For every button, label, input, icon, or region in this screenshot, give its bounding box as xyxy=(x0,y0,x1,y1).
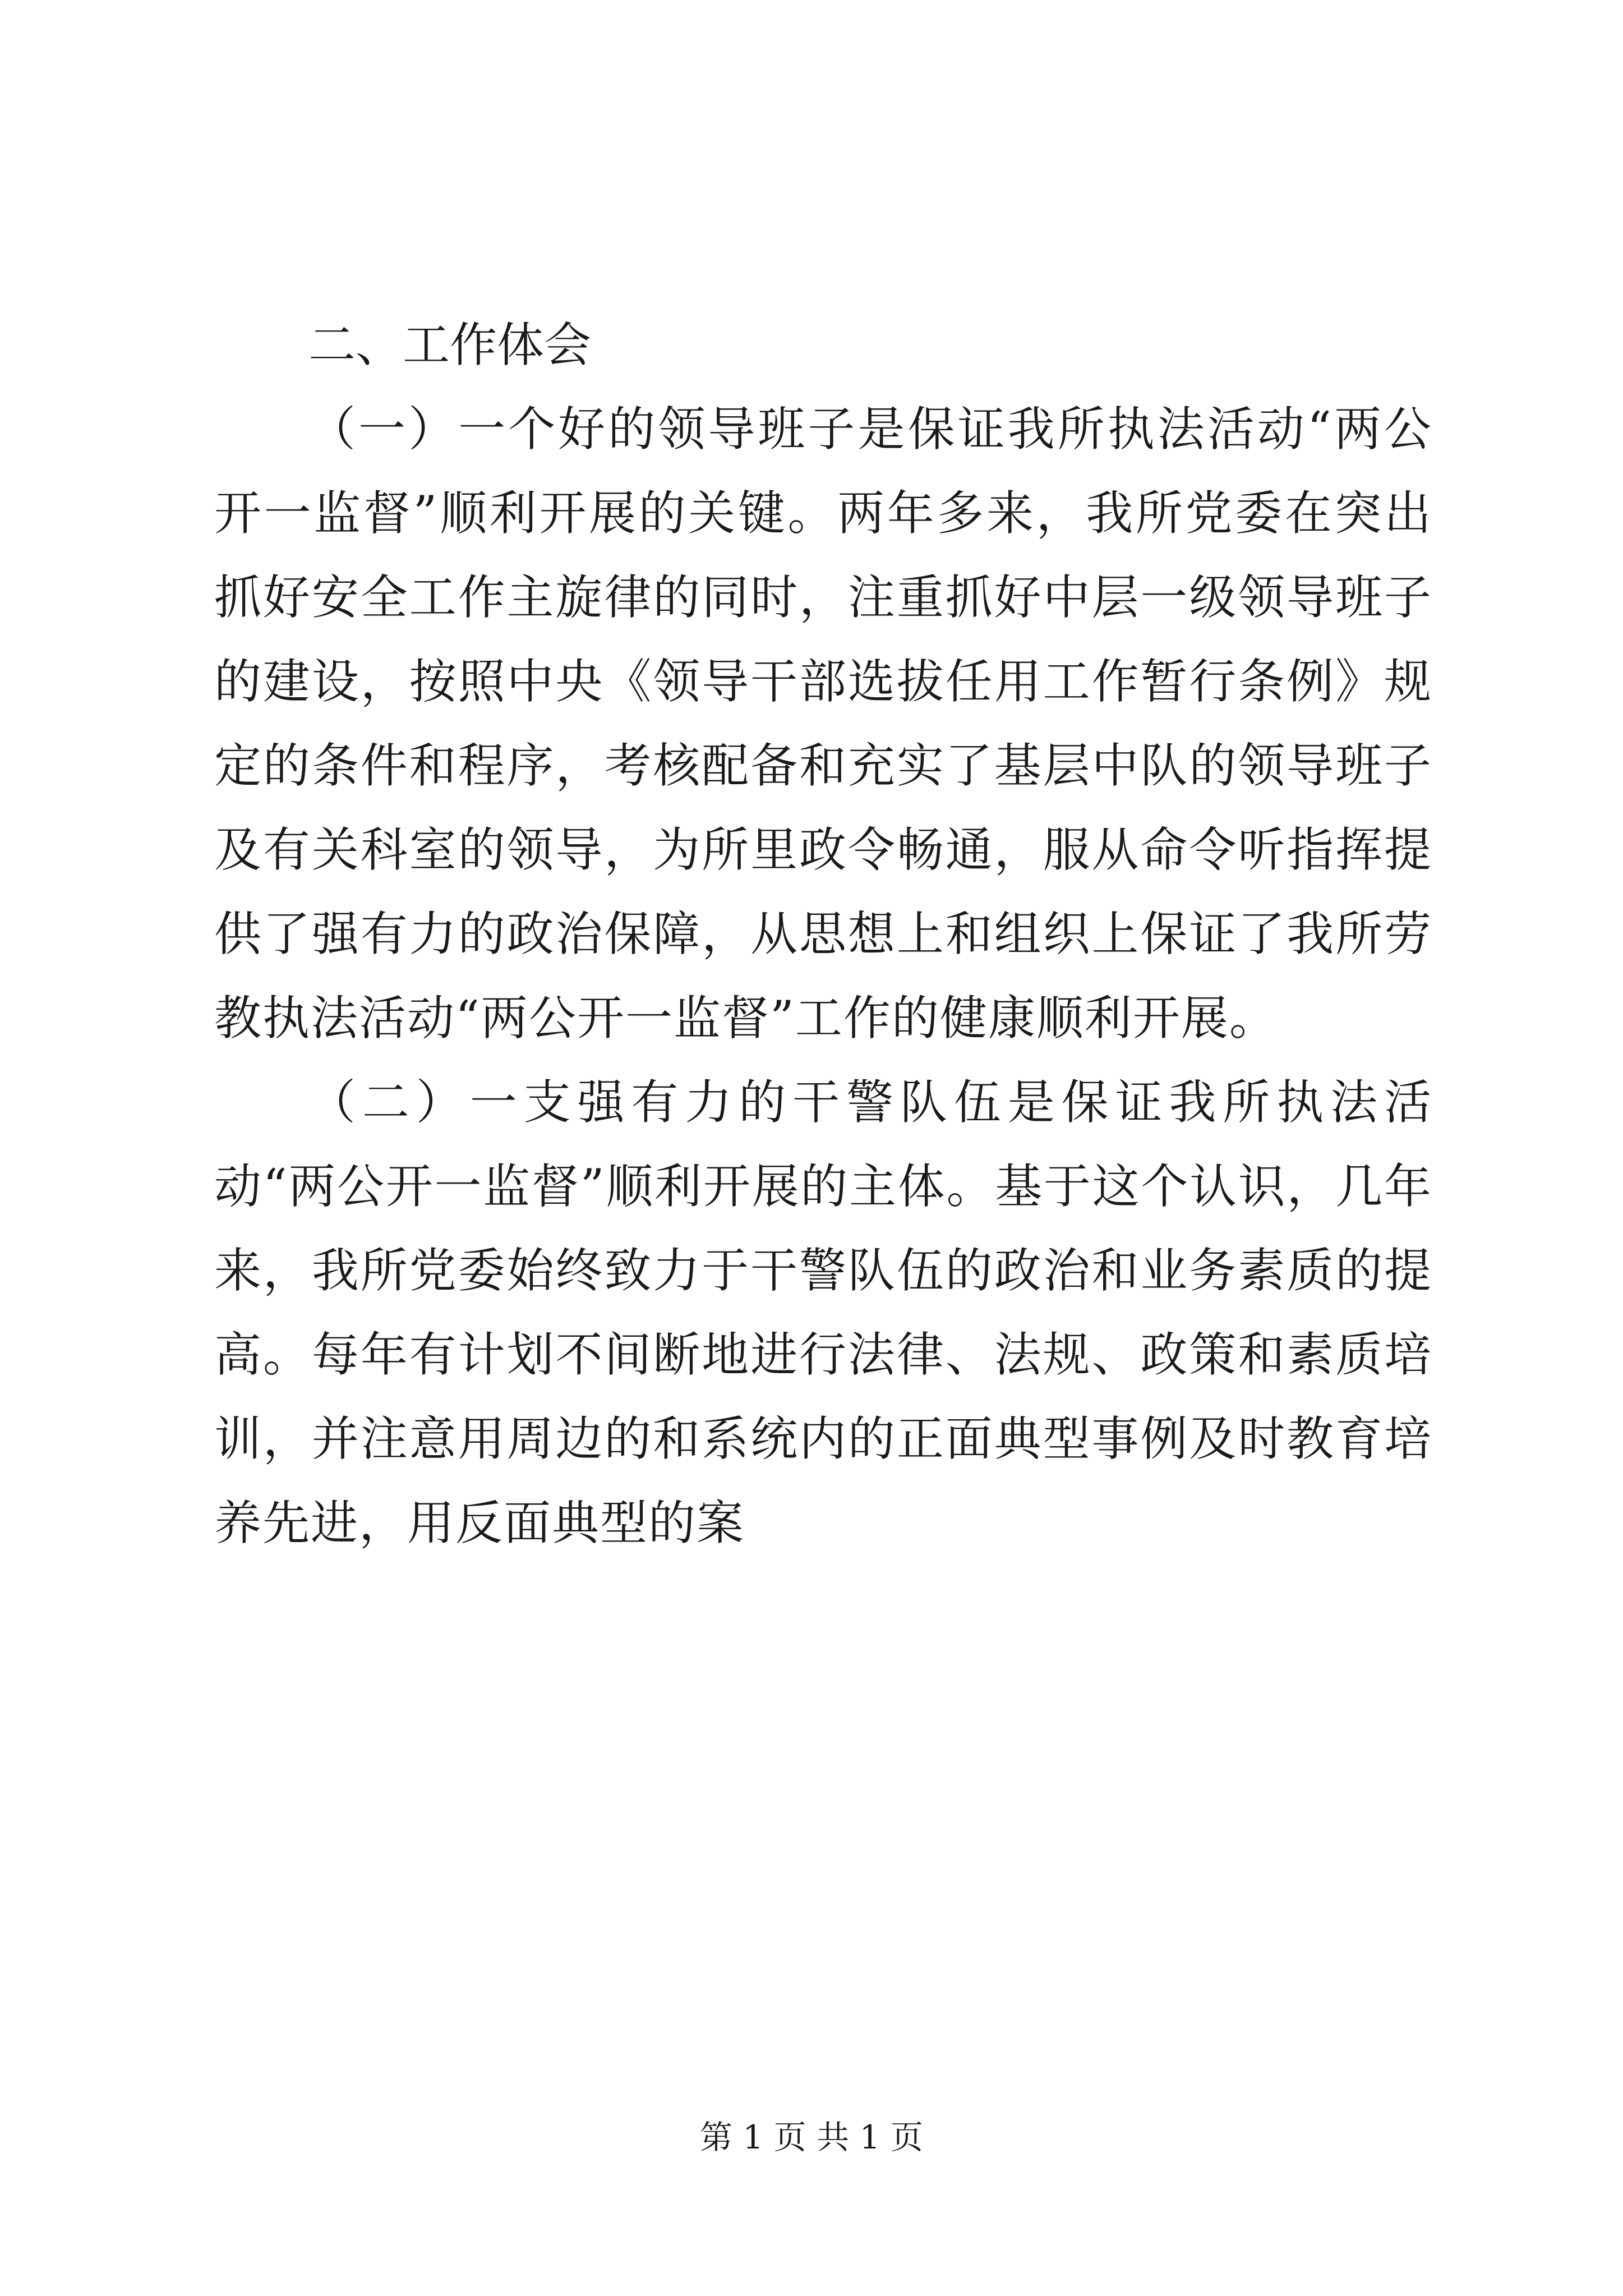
paragraph-1: （一）一个好的领导班子是保证我所执法活动“两公开一监督”顺利开展的关键。两年多来，我所党委在突出抓好安全工作主旋律的同时，注重抓好中层一级领导班子的建设，按照中央《领导干部选拔任用工作暂行条例》规定的条件和程序，考核配备和充实了基层中队的领导班子及有关科室的领导，为所里政令畅通，服从命令听指挥提供了强有力的政治保障，从思想上和组织上保证了我所劳教执法活动“两公开一监督”工作的健康顺利开展。 xyxy=(214,402,1432,1046)
section-heading: 二、工作体会 xyxy=(308,318,592,372)
document-body xyxy=(214,303,1432,1565)
paragraph-2: （二）一支强有力的干警队伍是保证我所执法活动“两公开一监督”顺利开展的主体。基于这个认识，几年来，我所党委始终致力于干警队伍的政治和业务素质的提高。每年有计划不间断地进行法律、法规、政策和素质培训，并注意用周边的和系统内的正面典型事例及时教育培养先进，用反面典型的案 xyxy=(214,1075,1432,1550)
page-footer: 第 1 页 共 1 页 xyxy=(700,2118,923,2156)
